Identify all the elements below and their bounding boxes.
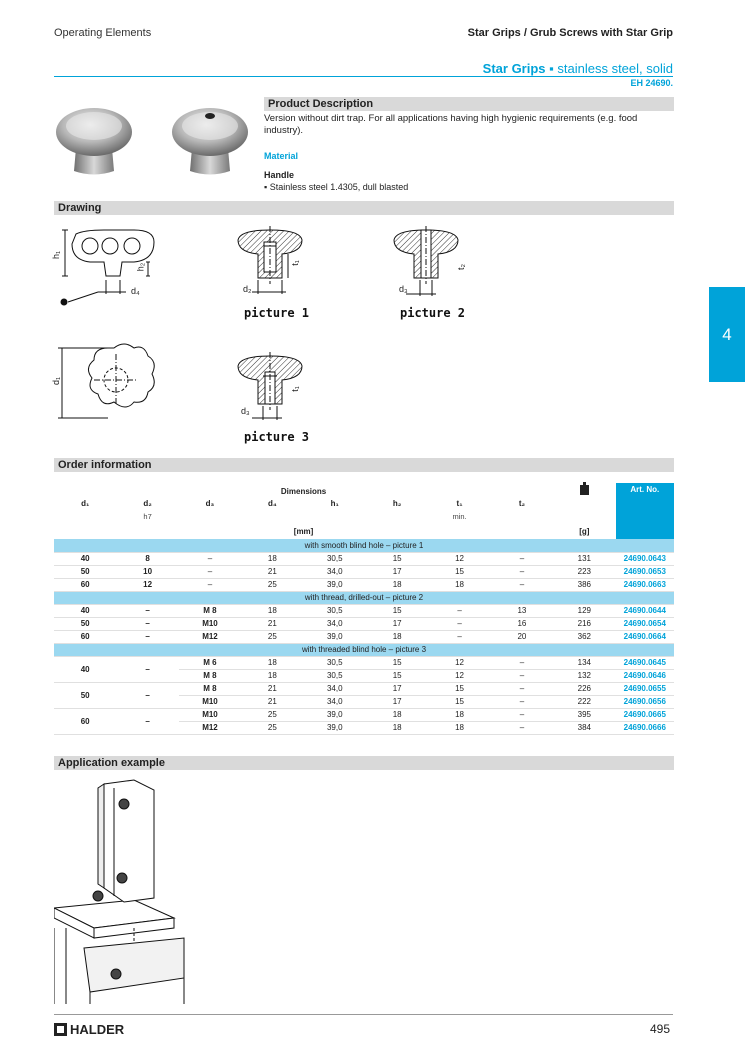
col-d2-tolerance: h7 [143, 512, 152, 521]
table-row [54, 708, 674, 721]
cell-d3: M 6 [179, 656, 241, 669]
cell-weight: 132 [553, 669, 615, 682]
cell-d4: 25 [241, 578, 303, 591]
cell-art-no[interactable]: 24690.0644 [616, 604, 674, 617]
group-header-3 [54, 643, 674, 656]
table-row [54, 578, 674, 591]
mm-unit: [mm] [293, 526, 314, 536]
cell-d4: 18 [241, 656, 303, 669]
cell-d4: 21 [241, 565, 303, 578]
cell-d3: M12 [179, 630, 241, 643]
weight-icon [580, 485, 589, 495]
cell-d2: 8 [116, 552, 178, 565]
cell-d1: 50 [54, 565, 116, 578]
group-label-1: with smooth blind hole – picture 1 [54, 539, 674, 552]
cell-d1: 60 [54, 630, 116, 643]
dim-label-t2-pic2: t₂ [456, 264, 466, 270]
col-h2: h₂ [392, 499, 402, 508]
cell-h2: 18 [366, 578, 428, 591]
cell-d3: – [179, 552, 241, 565]
product-code: EH 24690. [630, 78, 673, 88]
knob-photo-2 [172, 108, 248, 175]
cell-h2: 15 [366, 604, 428, 617]
dim-label-d2-pic1: d₂ [243, 284, 252, 294]
g-unit: [g] [579, 526, 590, 536]
cell-d4: 25 [241, 708, 303, 721]
cell-d3: – [179, 565, 241, 578]
cell-d4: 21 [241, 682, 303, 695]
cell-weight: 384 [553, 721, 615, 734]
col-d1: d₁ [81, 499, 90, 508]
cell-h2: 17 [366, 617, 428, 630]
cell-t1: 12 [428, 669, 490, 682]
title-bullet: ▪ [549, 61, 554, 76]
cell-weight: 395 [553, 708, 615, 721]
cell-d3: – [179, 578, 241, 591]
footer-rule [54, 1014, 673, 1015]
cell-t2: – [491, 721, 553, 734]
cell-t2: – [491, 656, 553, 669]
brand-name: HALDER [70, 1022, 125, 1037]
handle-material: ▪ Stainless steel 1.4305, dull blasted [264, 182, 409, 192]
knob-photo-1 [56, 108, 132, 175]
cell-h1: 30,5 [304, 669, 366, 682]
product-title [483, 61, 673, 76]
dim-label-h1: h₁ [51, 250, 62, 260]
cell-t2: – [491, 669, 553, 682]
cell-t2: – [491, 552, 553, 565]
cell-art-no[interactable]: 24690.0665 [616, 708, 674, 721]
cell-art-no[interactable]: 24690.0664 [616, 630, 674, 643]
chapter-tab [709, 287, 745, 382]
group-label-2: with thread, drilled-out – picture 2 [54, 591, 674, 604]
table-row [54, 682, 674, 695]
cell-d3: M 8 [179, 669, 241, 682]
cell-d1: 60 [54, 708, 116, 734]
chapter-number: 4 [722, 324, 732, 344]
page-number: 495 [649, 1022, 670, 1036]
cell-h2: 17 [366, 565, 428, 578]
cell-t1: – [428, 604, 490, 617]
cell-h2: 18 [366, 721, 428, 734]
cell-t2: – [491, 682, 553, 695]
cell-weight: 226 [553, 682, 615, 695]
cell-art-no[interactable]: 24690.0663 [616, 578, 674, 591]
cell-t1: 12 [428, 656, 490, 669]
col-t1-min: min. [452, 512, 467, 521]
cell-h1: 39,0 [304, 721, 366, 734]
cell-h1: 39,0 [304, 630, 366, 643]
cell-d1: 40 [54, 656, 116, 682]
cell-weight: 362 [553, 630, 615, 643]
drawing-heading: Drawing [54, 201, 674, 215]
cell-d2: – [116, 682, 178, 708]
cell-d2: – [116, 617, 178, 630]
cell-h2: 15 [366, 669, 428, 682]
cell-h2: 17 [366, 695, 428, 708]
cell-h2: 15 [366, 552, 428, 565]
cell-art-no[interactable]: 24690.0653 [616, 565, 674, 578]
art-no-header: Art. No. [616, 483, 674, 539]
cell-h1: 30,5 [304, 604, 366, 617]
table-row [54, 656, 674, 669]
weight-column-header [553, 483, 615, 523]
cell-weight: 134 [553, 656, 615, 669]
order-table [54, 483, 674, 735]
cell-d2: 12 [116, 578, 178, 591]
product-description-text: Version without dirt trap. For all applications having high hygienic requirements (e.g. food industry). [264, 113, 638, 136]
cell-t2: – [491, 565, 553, 578]
handle-label: Handle [264, 170, 295, 180]
cell-t1: 18 [428, 721, 490, 734]
cell-d2: – [116, 630, 178, 643]
cell-d3: M 8 [179, 682, 241, 695]
col-h1: h₁ [330, 499, 339, 508]
cell-d3: M10 [179, 695, 241, 708]
cell-weight: 129 [553, 604, 615, 617]
cell-t2: – [491, 695, 553, 708]
group-header-2 [54, 591, 674, 604]
cell-h1: 34,0 [304, 565, 366, 578]
cell-d4: 21 [241, 695, 303, 708]
technical-drawing-main [54, 222, 184, 432]
cell-t1: 15 [428, 565, 490, 578]
cell-d1: 40 [54, 552, 116, 565]
cell-d4: 18 [241, 552, 303, 565]
cell-d4: 25 [241, 721, 303, 734]
cell-t1: 15 [428, 695, 490, 708]
cell-t2: – [491, 708, 553, 721]
header-product-family: Star Grips / Grub Screws with Star Grip [467, 27, 673, 39]
cell-art-no[interactable]: 24690.0643 [616, 552, 674, 565]
table-row [54, 617, 674, 630]
cell-art-no[interactable]: 24690.0646 [616, 669, 674, 682]
table-row [54, 604, 674, 617]
cell-t1: – [428, 630, 490, 643]
cell-h1: 34,0 [304, 617, 366, 630]
picture-1-label: picture 1 [244, 306, 310, 320]
cell-h2: 15 [366, 656, 428, 669]
cell-art-no[interactable]: 24690.0656 [616, 695, 674, 708]
material-label: Material [264, 151, 299, 161]
cell-weight: 131 [553, 552, 615, 565]
cell-t1: 18 [428, 578, 490, 591]
dim-label-t1-pic1: t₁ [289, 260, 300, 266]
cell-h1: 30,5 [304, 656, 366, 669]
product-photos [54, 96, 254, 186]
table-row [54, 565, 674, 578]
cell-d4: 18 [241, 604, 303, 617]
col-d2: d₂ [143, 499, 152, 508]
table-head-row-1 [54, 483, 674, 497]
order-information-heading: Order information [54, 458, 674, 472]
cell-weight: 216 [553, 617, 615, 630]
cell-art-no[interactable]: 24690.0666 [616, 721, 674, 734]
picture-2-label: picture 2 [400, 306, 466, 320]
dim-label-t1-pic3: t₁ [289, 386, 300, 392]
col-t1: t₁ [456, 499, 463, 508]
cell-d1: 50 [54, 617, 116, 630]
cell-t1: 12 [428, 552, 490, 565]
group-label-3: with threaded blind hole – picture 3 [54, 643, 674, 656]
dim-label-d3-pic2: d₃ [399, 284, 408, 294]
col-d4: d₄ [268, 499, 277, 508]
dim-label-d4: d₄ [131, 286, 140, 296]
cell-h1: 39,0 [304, 578, 366, 591]
col-d3: d₃ [205, 499, 215, 508]
table-head-row-4 [54, 523, 674, 539]
halder-logo-icon [54, 1023, 67, 1036]
cell-d3: M10 [179, 708, 241, 721]
cell-h1: 34,0 [304, 682, 366, 695]
application-example-heading: Application example [54, 756, 674, 770]
picture-3-label: picture 3 [244, 430, 310, 444]
dim-label-h2: h₂ [135, 262, 146, 272]
cell-art-no[interactable]: 24690.0654 [616, 617, 674, 630]
cell-weight: 222 [553, 695, 615, 708]
cell-d1: 60 [54, 578, 116, 591]
cell-d2: – [116, 708, 178, 734]
cell-d1: 50 [54, 682, 116, 708]
cell-d2: 10 [116, 565, 178, 578]
cell-d4: 18 [241, 669, 303, 682]
cell-h2: 18 [366, 708, 428, 721]
cell-weight: 223 [553, 565, 615, 578]
cell-art-no[interactable]: 24690.0645 [616, 656, 674, 669]
cell-t1: 15 [428, 682, 490, 695]
header-section-title: Operating Elements [54, 27, 152, 39]
cell-d2: – [116, 656, 178, 682]
cell-t1: – [428, 617, 490, 630]
header-rule [54, 76, 673, 77]
cell-weight: 386 [553, 578, 615, 591]
product-description-heading: Product Description [264, 97, 674, 111]
cell-d4: 25 [241, 630, 303, 643]
cell-h1: 39,0 [304, 708, 366, 721]
cell-d4: 21 [241, 617, 303, 630]
cell-h1: 30,5 [304, 552, 366, 565]
cell-h2: 17 [366, 682, 428, 695]
product-title-bold: Star Grips [482, 61, 546, 76]
application-example-illustration [54, 778, 194, 1004]
dim-label-d3-pic3: d₃ [241, 406, 250, 416]
brand-logo [54, 1022, 124, 1037]
table-row [54, 552, 674, 565]
product-title-rest: stainless steel, solid [553, 61, 673, 76]
cell-d3: M12 [179, 721, 241, 734]
group-header-1 [54, 539, 674, 552]
dim-label-d1: d₁ [51, 376, 62, 386]
cell-t2: 13 [491, 604, 553, 617]
cell-t2: – [491, 578, 553, 591]
cell-d2: – [116, 604, 178, 617]
cell-h1: 34,0 [304, 695, 366, 708]
cell-d1: 40 [54, 604, 116, 617]
cell-t1: 18 [428, 708, 490, 721]
col-t2: t₂ [518, 499, 526, 508]
dimensions-header: Dimensions [280, 487, 327, 496]
table-row [54, 630, 674, 643]
cell-d3: M 8 [179, 604, 241, 617]
cell-h2: 18 [366, 630, 428, 643]
cell-art-no[interactable]: 24690.0655 [616, 682, 674, 695]
cell-t2: 20 [491, 630, 553, 643]
cell-d3: M10 [179, 617, 241, 630]
cell-t2: 16 [491, 617, 553, 630]
